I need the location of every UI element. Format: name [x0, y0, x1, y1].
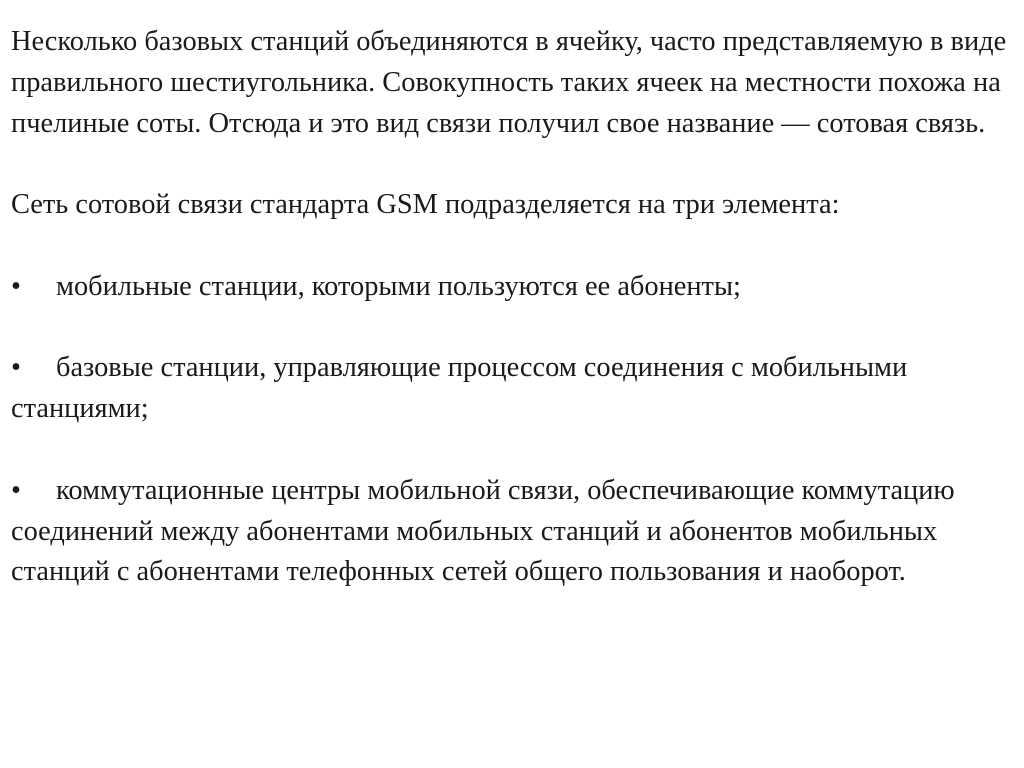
bullet-item-base-stations — [11, 348, 1016, 430]
bullet-item-switching-centers — [11, 471, 1016, 593]
bullet-text: коммутационные центры мобильной связи, обеспечивающие коммутацию соединений между абонентами мобильных станций и абонентов мобильных станций с абонентами телефонных сетей общего пользования и наоборот. — [11, 474, 955, 588]
spacer — [11, 226, 1016, 267]
gsm-elements-heading: Сеть сотовой связи стандарта GSM подразделяется на три элемента: — [11, 189, 840, 221]
spacer — [11, 430, 1016, 471]
bullet-icon: • — [11, 352, 21, 384]
bullet-text: мобильные станции, которыми пользуются ее абоненты; — [56, 270, 741, 302]
bullet-item-mobile-stations — [11, 267, 1016, 308]
intro-paragraph: Несколько базовых станций объединяются в ячейку, часто представляемую в виде правильного шестиугольника. Совокупность таких ячеек на местности похожа на пчелиные соты. Отсюда и это вид связи получил свое название — сотовая связь. — [11, 26, 1007, 139]
spacer — [11, 144, 1016, 185]
bullet-icon: • — [11, 270, 21, 302]
bullet-icon: • — [11, 474, 21, 506]
slide-text-body — [11, 22, 1016, 593]
bullet-text: базовые станции, управляющие процессом соединения с мобильными станциями; — [11, 352, 908, 425]
spacer — [11, 308, 1016, 349]
